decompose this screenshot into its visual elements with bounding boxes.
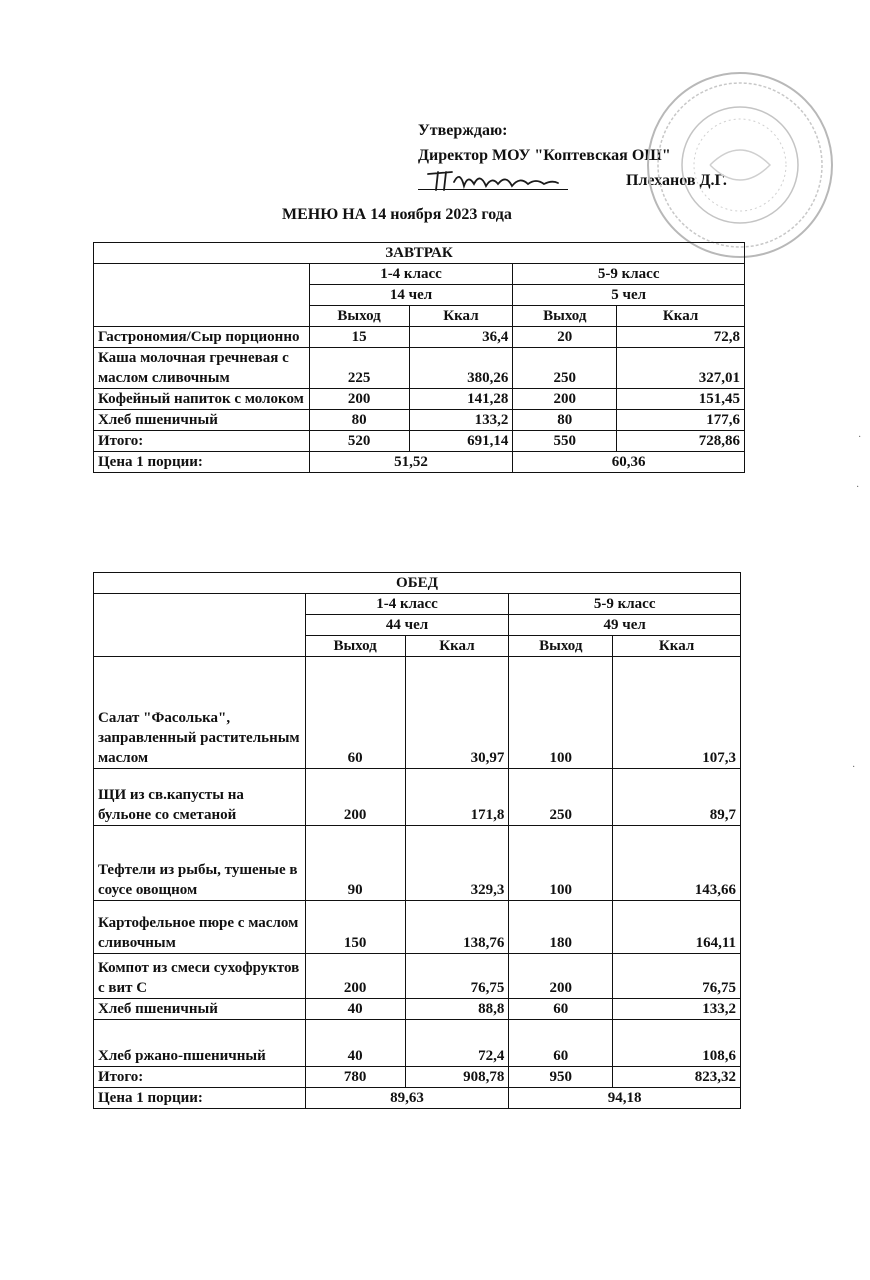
column-header: Ккал <box>409 306 513 327</box>
cell-value: 550 <box>513 431 617 452</box>
price-row <box>94 1088 741 1109</box>
cell-value: 40 <box>305 1020 405 1067</box>
cell-value: 89,7 <box>613 769 741 826</box>
cell-value: 200 <box>309 389 409 410</box>
table-row <box>94 327 745 348</box>
cell-value: 691,14 <box>409 431 513 452</box>
cell-value: 728,86 <box>617 431 745 452</box>
cell-value: 72,8 <box>617 327 745 348</box>
cell-value: 40 <box>305 999 405 1020</box>
signature-image <box>424 164 574 194</box>
cell-value: 90 <box>305 826 405 901</box>
approval-position: Директор МОУ "Коптевская ОШ" <box>418 147 671 164</box>
cell-value: 171,8 <box>405 769 509 826</box>
column-header: Ккал <box>405 636 509 657</box>
cell-value: 80 <box>309 410 409 431</box>
cell-value: 30,97 <box>405 657 509 769</box>
breakfast-table <box>93 242 745 473</box>
dish-name: Хлеб пшеничный <box>94 410 310 431</box>
group-header: 5-9 класс <box>509 594 741 615</box>
cell-value: 250 <box>509 769 613 826</box>
cell-value: 60 <box>305 657 405 769</box>
dish-name: Хлеб ржано-пшеничный <box>94 1020 306 1067</box>
cell-value: 80 <box>513 410 617 431</box>
cell-value: 100 <box>509 826 613 901</box>
total-label: Итого: <box>94 431 310 452</box>
column-header: Выход <box>513 306 617 327</box>
cell-value: 138,76 <box>405 901 509 954</box>
people-count: 5 чел <box>513 285 745 306</box>
dish-name: Хлеб пшеничный <box>94 999 306 1020</box>
group-header: 1-4 класс <box>309 264 513 285</box>
cell-value: 380,26 <box>409 348 513 389</box>
cell-value: 60 <box>509 1020 613 1067</box>
column-header: Ккал <box>617 306 745 327</box>
dish-name: Каша молочная гречневая с маслом сливочным <box>94 348 310 389</box>
cell-value: 250 <box>513 348 617 389</box>
dish-name: Гастрономия/Сыр порционно <box>94 327 310 348</box>
table-row <box>94 410 745 431</box>
stamp-seal <box>640 65 840 265</box>
section-row <box>94 243 745 264</box>
price-value: 94,18 <box>509 1088 741 1109</box>
scan-speck: · <box>858 432 862 443</box>
table-row <box>94 954 741 999</box>
cell-value: 780 <box>305 1067 405 1088</box>
dish-name: Компот из смеси сухофруктов с вит С <box>94 954 306 999</box>
column-header: Выход <box>309 306 409 327</box>
total-row <box>94 431 745 452</box>
cell-value: 143,66 <box>613 826 741 901</box>
cell-value: 76,75 <box>613 954 741 999</box>
cell-value: 15 <box>309 327 409 348</box>
price-value: 60,36 <box>513 452 745 473</box>
approval-heading: Утверждаю: <box>418 122 508 139</box>
total-row <box>94 1067 741 1088</box>
cell-value: 72,4 <box>405 1020 509 1067</box>
table-row <box>94 999 741 1020</box>
cell-value: 150 <box>305 901 405 954</box>
cell-value: 107,3 <box>613 657 741 769</box>
page-title: МЕНЮ НА 14 ноября 2023 года <box>282 206 512 223</box>
price-value: 89,63 <box>305 1088 509 1109</box>
cell-value: 327,01 <box>617 348 745 389</box>
scan-speck: · <box>856 482 860 493</box>
cell-value: 200 <box>513 389 617 410</box>
cell-value: 180 <box>509 901 613 954</box>
cell-value: 200 <box>509 954 613 999</box>
total-label: Итого: <box>94 1067 306 1088</box>
section-row <box>94 573 741 594</box>
dish-name: Тефтели из рыбы, тушеные в соусе овощном <box>94 826 306 901</box>
column-header: Ккал <box>613 636 741 657</box>
cell-value: 20 <box>513 327 617 348</box>
cell-value: 200 <box>305 954 405 999</box>
table-row <box>94 1020 741 1067</box>
table-row <box>94 901 741 954</box>
cell-value: 100 <box>509 657 613 769</box>
table-row <box>94 657 741 769</box>
people-count: 44 чел <box>305 615 509 636</box>
cell-value: 141,28 <box>409 389 513 410</box>
column-header: Выход <box>509 636 613 657</box>
dish-name: Салат "Фасолька", заправленный растительным маслом <box>94 657 306 769</box>
cell-value: 823,32 <box>613 1067 741 1088</box>
cell-value: 950 <box>509 1067 613 1088</box>
group-header: 5-9 класс <box>513 264 745 285</box>
cell-value: 908,78 <box>405 1067 509 1088</box>
section-title: ОБЕД <box>94 573 741 594</box>
cell-value: 108,6 <box>613 1020 741 1067</box>
lunch-table <box>93 572 741 1109</box>
price-label: Цена 1 порции: <box>94 1088 306 1109</box>
dish-name: Кофейный напиток с молоком <box>94 389 310 410</box>
table-row <box>94 826 741 901</box>
table-row <box>94 389 745 410</box>
section-title: ЗАВТРАК <box>94 243 745 264</box>
header-blank <box>94 594 306 657</box>
cell-value: 177,6 <box>617 410 745 431</box>
column-header: Выход <box>305 636 405 657</box>
cell-value: 520 <box>309 431 409 452</box>
cell-value: 151,45 <box>617 389 745 410</box>
group-header: 1-4 класс <box>305 594 509 615</box>
cell-value: 76,75 <box>405 954 509 999</box>
cell-value: 200 <box>305 769 405 826</box>
people-count: 14 чел <box>309 285 513 306</box>
cell-value: 60 <box>509 999 613 1020</box>
cell-value: 225 <box>309 348 409 389</box>
cell-value: 36,4 <box>409 327 513 348</box>
cell-value: 133,2 <box>613 999 741 1020</box>
cell-value: 164,11 <box>613 901 741 954</box>
dish-name: ЩИ из св.капусты на бульоне со сметаной <box>94 769 306 826</box>
cell-value: 133,2 <box>409 410 513 431</box>
price-value: 51,52 <box>309 452 513 473</box>
cell-value: 88,8 <box>405 999 509 1020</box>
dish-name: Картофельное пюре с маслом сливочным <box>94 901 306 954</box>
scan-speck: · <box>852 762 856 773</box>
table-row <box>94 348 745 389</box>
cell-value: 329,3 <box>405 826 509 901</box>
price-label: Цена 1 порции: <box>94 452 310 473</box>
people-count: 49 чел <box>509 615 741 636</box>
table-row <box>94 769 741 826</box>
director-name: Плеханов Д.Г. <box>626 172 727 189</box>
price-row <box>94 452 745 473</box>
header-blank <box>94 264 310 327</box>
